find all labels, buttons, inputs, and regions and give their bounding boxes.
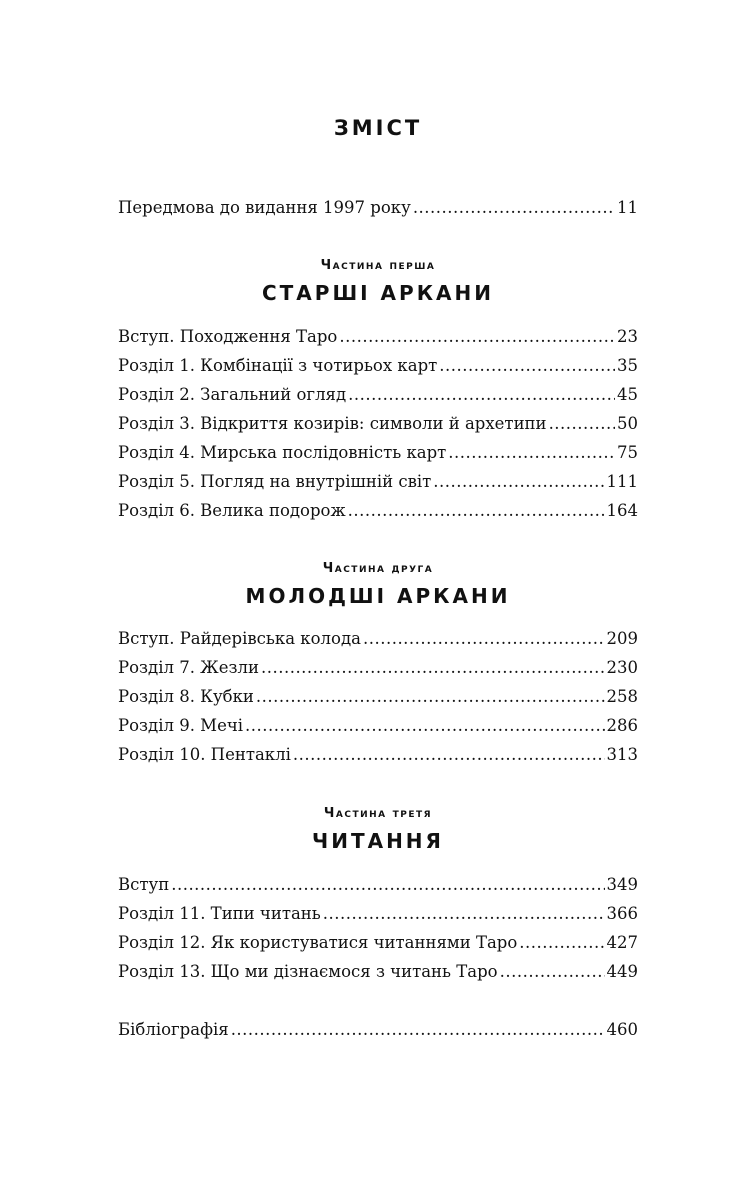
toc-entry[interactable] [118, 470, 638, 494]
entry-label: Розділ 8. Кубки [118, 687, 254, 706]
entry-page: 75 [617, 443, 638, 462]
entry-page: 23 [617, 327, 638, 346]
toc-entry[interactable] [118, 656, 638, 680]
entry-label: Розділ 13. Що ми дізнаємося з читань Таро [118, 962, 498, 981]
dot-leader [348, 499, 605, 523]
dot-leader [500, 960, 605, 984]
entry-page: 460 [606, 1020, 638, 1039]
part-3-title: ЧИТАННЯ [312, 829, 444, 853]
dot-leader [549, 412, 615, 436]
dot-leader [363, 627, 605, 651]
entry-page: 449 [606, 962, 638, 981]
entry-page: 45 [617, 385, 638, 404]
toc-entry[interactable] [118, 685, 638, 709]
entry-label: Розділ 2. Загальний огляд [118, 385, 347, 404]
dot-leader [439, 354, 615, 378]
toc-entry-bibliography[interactable] [118, 1018, 638, 1042]
entry-label: Розділ 10. Пентаклі [118, 745, 291, 764]
dot-leader [448, 441, 615, 465]
entry-page: 427 [606, 933, 638, 952]
page-title: ЗМІСТ [333, 116, 423, 140]
toc-entry[interactable] [118, 873, 638, 897]
entry-label: Розділ 5. Погляд на внутрішній світ [118, 472, 432, 491]
entry-label: Розділ 1. Комбінації з чотирьох карт [118, 356, 438, 375]
toc-entry[interactable] [118, 441, 638, 465]
entry-label: Вступ [118, 875, 170, 894]
toc-entry[interactable] [118, 412, 638, 436]
entry-page: 11 [617, 198, 638, 217]
part-2-title: МОЛОДШІ АРКАНИ [245, 584, 511, 608]
dot-leader [293, 743, 605, 767]
entry-label: Бібліографія [118, 1020, 229, 1039]
toc-entry[interactable] [118, 499, 638, 523]
toc-entry[interactable] [118, 383, 638, 407]
toc-entry[interactable] [118, 354, 638, 378]
part-1-label: Частина перша [320, 258, 436, 273]
entry-page: 349 [606, 875, 638, 894]
part-2-label: Частина друга [322, 561, 434, 576]
toc-entry[interactable] [118, 743, 638, 767]
entry-label: Передмова до видання 1997 року [118, 198, 411, 217]
dot-leader [256, 685, 605, 709]
dot-leader [261, 656, 605, 680]
part-1-title: СТАРШІ АРКАНИ [261, 281, 494, 305]
toc-entry[interactable] [118, 902, 638, 926]
toc-entry-preface[interactable] [118, 196, 638, 220]
entry-page: 209 [606, 629, 638, 648]
entry-label: Розділ 11. Типи читань [118, 904, 321, 923]
dot-leader [231, 1018, 605, 1042]
dot-leader [519, 931, 604, 955]
entry-page: 35 [617, 356, 638, 375]
dot-leader [323, 902, 605, 926]
entry-label: Розділ 6. Велика подорож [118, 501, 346, 520]
entry-page: 111 [606, 472, 638, 491]
entry-label: Розділ 7. Жезли [118, 658, 259, 677]
entry-page: 50 [617, 414, 638, 433]
entry-page: 164 [606, 501, 638, 520]
entry-label: Розділ 9. Мечі [118, 716, 244, 735]
entry-page: 366 [606, 904, 638, 923]
dot-leader [433, 470, 604, 494]
toc-entry[interactable] [118, 931, 638, 955]
dot-leader [339, 325, 615, 349]
entry-label: Розділ 4. Мирська послідовність карт [118, 443, 447, 462]
entry-label: Вступ. Райдерівська колода [118, 629, 361, 648]
dot-leader [171, 873, 604, 897]
entry-page: 313 [606, 745, 638, 764]
entry-page: 230 [606, 658, 638, 677]
entry-page: 286 [606, 716, 638, 735]
entry-label: Вступ. Походження Таро [118, 327, 338, 346]
entry-label: Розділ 3. Відкриття козирів: символи й архетипи [118, 414, 547, 433]
toc-entry[interactable] [118, 714, 638, 738]
toc-entry[interactable] [118, 960, 638, 984]
part-3-label: Частина третя [323, 806, 433, 821]
entry-label: Розділ 12. Як користуватися читаннями Таро [118, 933, 518, 952]
entry-page: 258 [606, 687, 638, 706]
dot-leader [348, 383, 615, 407]
dot-leader [413, 196, 615, 220]
toc-entry[interactable] [118, 325, 638, 349]
dot-leader [245, 714, 604, 738]
toc-entry[interactable] [118, 627, 638, 651]
